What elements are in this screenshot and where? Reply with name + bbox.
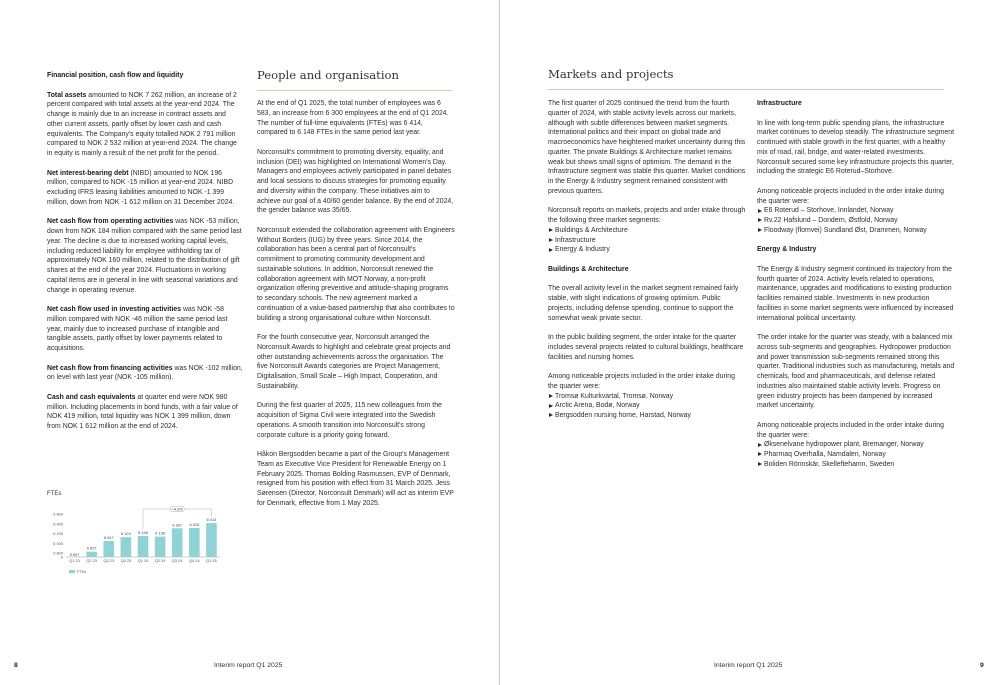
dei-paragraph: Norconsult's commitment to promoting diversity, equality, and inclusion (DEI) was highlighted on International Women's Day. Managers and employees actively participated in panel debates and local sessions to discuss strategies for promoting equality and diversity within the company. These initiatives aim to achieve our goal of a 40/60 gender balance. By the end of 2024, the gender balance was 35/65. — [257, 148, 454, 215]
financial-column — [47, 71, 243, 442]
x-tick-label: Q1 24 — [137, 558, 149, 563]
legend-swatch — [69, 570, 75, 573]
x-tick-label: Q4 24 — [189, 558, 200, 563]
investing-cashflow-text: was NOK -58 million compared with NOK -46 million the same period last year, mainly due to increased purchase of intangible and tangible assets, partly offset by lower payments related to acquisitions. — [47, 306, 228, 352]
financing-cashflow-text: was NOK -102 million, on level with last year (NOK -105 million). — [47, 364, 243, 382]
y-tick-label: 5 800 — [53, 550, 63, 556]
people-heading: People and organisation — [257, 68, 399, 82]
financing-cashflow-paragraph — [47, 364, 243, 384]
data-label: 6 315 — [189, 521, 200, 527]
infrastructure-title: Infrastructure — [757, 100, 802, 107]
collaboration-paragraph: Norconsult extended the collaboration agreement with Engineers Without Borders (IUG) by three years. Since 2014, the collaboration has been a central part of Norconsult's commitment to promoting community development and sustainable solutions. In addition, Norconsult renewed the collaboration agreement with MOT Norway, a non-profit organization offering preventive and attitude-shaping programs to secondary schools. The new agreement marked a continuation of a value-based partnership that also contributes to building a strong organisational culture within Norconsult. — [257, 226, 455, 322]
data-label: 6 047 — [103, 534, 114, 540]
x-tick-label: Q2 24 — [154, 558, 166, 563]
footer-report-right: Interim report Q1 2025 — [714, 662, 783, 669]
energy-title: Energy & Industry — [757, 246, 817, 254]
x-tick-label: Q3 23 — [103, 558, 115, 563]
x-tick-label: Q2 23 — [86, 558, 97, 563]
segments-list — [548, 226, 746, 255]
total-assets-text: amounted to NOK 7 262 million, an increase of 2 percent compared with total assets at the year-end 2024. The change is mainly due to an increase in contract assets and other current assets, partly offset by lower cash and cash equivalents. The Company's equity totalled NOK 2 791 million compared to NOK 2 532 million at year-end 2024. The change in equity is mainly a result of the net profit for the period. — [47, 91, 237, 157]
energy-projects-list — [757, 440, 955, 469]
investing-cashflow-paragraph — [47, 305, 243, 354]
bar — [172, 528, 183, 557]
ba-projects-list — [548, 392, 746, 421]
x-tick-label: Q1 23 — [69, 558, 80, 563]
list-item: Infrastructure — [548, 236, 746, 246]
sigma-paragraph: During the first quarter of 2025, 115 new colleagues from the acquisition of Sigma Civil were integrated into the Swedish operations. A smooth transition into Norconsult's strong corporate culture is a priority going forward. — [257, 402, 442, 439]
data-label: 6 136 — [155, 530, 165, 536]
markets-heading: Markets and projects — [548, 67, 674, 81]
awards-paragraph: For the fourth consecutive year, Norconsult arranged the Norconsult Awards to highlight and celebrate great projects and other outstanding achievements across the organisation. The five Norconsult Awards categories are Project Management, Digitalisation, Small Scale – High Impact, Cooperation, and Sustainability. — [257, 334, 451, 390]
y-tick-label: 6 400 — [53, 521, 63, 527]
list-item: Tromsø Kulturkvartal, Tromsø, Norway — [548, 392, 746, 402]
fte-bar-chart — [44, 502, 226, 578]
list-item: Bergsodden nursing home, Harstad, Norway — [548, 411, 746, 421]
markets-column-a — [548, 99, 746, 431]
left-page — [0, 0, 499, 685]
list-item: Rv.22 Hafslund – Dondern, Østfold, Norway — [757, 216, 955, 226]
people-heading-rule — [257, 90, 452, 91]
markets-column-b — [757, 99, 955, 479]
ba-projects-intro: Among noticeable projects included in the order intake during the quarter were: — [548, 373, 735, 390]
markets-heading-rule — [548, 89, 944, 90]
list-item: E6 Roterud – Storhove, Innlandet, Norway — [757, 206, 955, 216]
y-tick-label: 0 — [60, 554, 63, 560]
financial-section-title: Financial position, cash flow and liquidity — [47, 72, 184, 79]
legend-label: FTEs — [77, 569, 87, 574]
y-tick-label: 6 000 — [53, 540, 63, 546]
list-item: Arctic Arena, Bodø, Norway — [548, 401, 746, 411]
nibd-text: (NIBD) amounted to NOK 196 million, compared to NOK -15 million at year-end 2024. NIBD excluding IFRS leasing liabilities amounted to NOK -1 399 million, down from NOK -1 612 million on 31 December 2024. — [47, 169, 235, 206]
data-label: 5 697 — [69, 552, 80, 558]
operating-cashflow-lead: Net cash flow from operating activities — [47, 218, 174, 226]
bar — [138, 536, 149, 557]
data-label: 6 414 — [206, 517, 217, 523]
chart-title: FTEs — [47, 491, 62, 497]
management-paragraph: Håkon Bergsodden became a part of the Group's Management Team as Executive Vice President for Renewable Energy on 1 February 2025. Thomas Bolding Rasmussen, EVP of Denmark, resigned from his position with effect from 31 March 2025. Jess Sørensen (Director, Norconsult Denmark) will act as interim EVP for Denmark, effective from 1 May 2025. — [257, 451, 454, 507]
list-item: Boliden Rönnskär, Skelleftehamn, Sweden — [757, 460, 955, 470]
cash-text: at quarter end were NOK 980 million. Including placements in bond funds, with a fair value of NOK 419 million, total liquidity was NOK 1 399 million, down from NOK 1 612 million at the end of 2024. — [47, 393, 238, 430]
operating-cashflow-paragraph — [47, 217, 243, 295]
segments-intro: Norconsult reports on markets, projects and order intake through the following three market segments: — [548, 207, 746, 224]
y-tick-label: 6 600 — [53, 511, 63, 517]
investing-cashflow-lead: Net cash flow used in investing activities — [47, 306, 182, 313]
bar — [189, 528, 200, 557]
bar — [206, 523, 217, 557]
people-column — [257, 99, 455, 518]
growth-annotation: +4.3% — [171, 506, 183, 512]
list-item: Floodway (flomvei) Sundland Øst, Drammen, Norway — [757, 226, 955, 236]
operating-cashflow-text: was NOK -53 million, down from NOK 184 million compared with the same period last year. The decline is due to increased working capital levels, including reduced liability for employee withholding tax of approximately NOK 160 million, related to the distribution of gift shares at the end of the year 2024. Fluctuations in working capital items are in general in line with seasonal variations and change in operating revenue. — [47, 218, 242, 294]
infrastructure-paragraph: In line with long-term public spending plans, the infrastructure market continues to develop steadily. The infrastructure segment continued with stable growth in the first quarter, with a healthy mix of road, rail, bridge, and water-related investments. Norconsult secured some key infrastructure projects this quarter, including the strategic E6 Roterud–Storhove. — [757, 119, 954, 176]
nibd-paragraph — [47, 169, 243, 208]
energy-projects-intro: Among noticeable projects included in the order intake during the quarter were: — [757, 421, 944, 439]
page-number-left: 8 — [14, 662, 18, 669]
list-item: Buildings & Architecture — [548, 226, 746, 236]
y-tick-label: 6 200 — [53, 531, 63, 536]
x-tick-label: Q1 25 — [206, 558, 217, 563]
ba-title: Buildings & Architecture — [548, 265, 629, 273]
page-number-right: 9 — [980, 662, 984, 669]
bar — [103, 541, 114, 557]
data-label: 5 827 — [86, 545, 97, 551]
bar — [121, 537, 132, 557]
data-label: 6 124 — [121, 531, 131, 537]
cash-lead: Cash and cash equivalents — [47, 393, 136, 401]
cash-paragraph — [47, 393, 243, 432]
list-item: Pharmaq Overhalla, Namdalen, Norway — [757, 450, 955, 460]
ba-paragraph-2: In the public building segment, the order intake for the quarter includes several projects related to cultural buildings, healthcare facilities and nursing homes. — [548, 334, 744, 361]
total-assets-lead: Total assets — [47, 91, 87, 99]
data-label: 6 148 — [138, 530, 148, 536]
energy-paragraph-2: The order intake for the quarter was steady, with a balanced mix across sub-segments and geographies. Hydropower production and power transmission sub-segments remained strong this quarter. Traditional industries such as manufacturing, metals and chemicals, food and pharmaceuticals, and defense related industries also maintained stable activity levels. Progress on green industry projects has been dampened by increased market uncertainty. — [757, 334, 955, 410]
bar — [155, 537, 166, 557]
x-tick-label: Q3 24 — [171, 558, 183, 563]
ba-paragraph-1: The overall activity level in the market segment remained fairly stable, with slight indications of growing optimism. Public projects, including defense spending, continue to support the somewhat weak private sector. — [548, 285, 739, 322]
right-page — [501, 0, 1000, 685]
markets-intro-paragraph: The first quarter of 2025 continued the trend from the fourth quarter of 2024, with stable activity levels across our markets, although with subtle differences between market segments. International politics and their impact on global trade and macroeconomics have heightened market uncertainty during this quarter. The private Buildings & Architecture market remains weak but shows small signs of optimism. The demand in the Infrastructure segment was stable this quarter. Market conditions in the Energy & Industry segment remained consistent with previous quarters. — [548, 100, 746, 195]
financing-cashflow-lead: Net cash flow from financing activities — [47, 364, 173, 372]
bar — [86, 552, 97, 557]
infrastructure-projects-intro: Among noticeable projects included in the order intake during the quarter were: — [757, 187, 944, 205]
data-label: 6 307 — [172, 522, 183, 528]
infrastructure-projects-list — [757, 206, 955, 235]
employees-paragraph: At the end of Q1 2025, the total number of employees was 6 583, an increase from 6 300 employees at the end of Q1 2024. The number of full-time equivalents (FTEs) was 6 414, compared to 6 148 FTEs in the same period last year. — [257, 100, 449, 137]
page-divider — [499, 0, 500, 685]
nibd-lead: Net interest-bearing debt — [47, 169, 129, 177]
list-item: Energy & Industry — [548, 245, 746, 255]
list-item: Øksenelvane hydropower plant, Bremanger, Norway — [757, 440, 955, 450]
footer-report-left: Interim report Q1 2025 — [214, 662, 283, 669]
x-tick-label: Q4 23 — [120, 558, 132, 563]
total-assets-paragraph — [47, 91, 243, 159]
energy-paragraph-1: The Energy & Industry segment continued its trajectory from the fourth quarter of 2024. Activity levels related to operations, maintenance, upgrades and modifications to existing production facilities remained stable. Investments in new production facilities in some market segments were influenced by increased international political uncertainty. — [757, 265, 954, 322]
